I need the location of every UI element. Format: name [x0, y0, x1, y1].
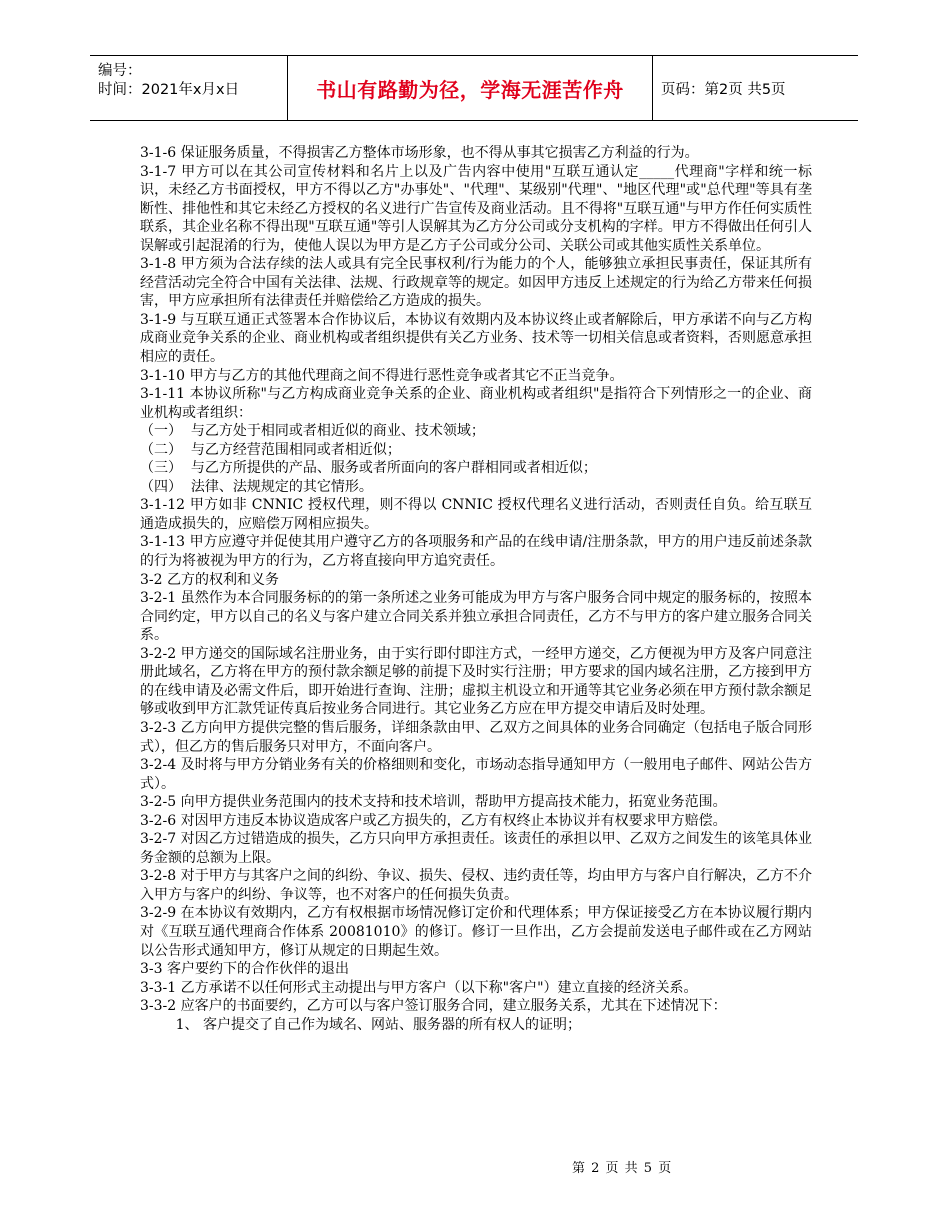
paragraph: 3-1-8 甲方须为合法存续的法人或具有完全民事权利/行为能力的个人，能够独立承担民事责任，保证其所有经营活动完全符合中国有关法律、法规、行政规章等的规定。如因甲方违反上述规定的行为给乙方带来任何损害，甲方应承担所有法律责任并赔偿给乙方造成的损失。: [140, 256, 812, 310]
paragraph: 3-2-6 对因甲方违反本协议造成客户或乙方损失的，乙方有权终止本协议并有权要求甲方赔偿。: [140, 812, 727, 829]
header-page-info: 页码：第2页 共5页: [661, 81, 786, 98]
paragraph: 3-2-8 对于甲方与其客户之间的纠纷、争议、损失、侵权、违约责任等，均由甲方与客户自行解决，乙方不介入甲方与客户的纠纷、争议等，也不对客户的任何损失负责。: [140, 868, 812, 903]
list-item: （一） 与乙方处于相同或者相近似的商业、技术领域；: [140, 423, 485, 440]
paragraph: 3-2-5 向甲方提供业务范围内的技术支持和技术培训，帮助甲方提高技术能力，拓宽业务范围。: [140, 794, 727, 811]
section-heading: 3-3 客户要约下的合作伙伴的退出: [140, 961, 349, 978]
page-footer: 第 2 页 共 5 页: [572, 1161, 672, 1176]
list-item: （四） 法律、法规规定的其它情形。: [140, 478, 373, 495]
paragraph: 3-1-7 甲方可以在其公司宣传材料和名片上以及广告内容中使用"互联互通认定_____代理商"字样和统一标识，未经乙方书面授权，甲方不得以乙方"办事处"、"代理"、某级别"代理"、"地区代理"或"总代理"等具有垄断性、排他性和其它未经乙方授权的名义进行广告宣传及商业活动。且不得将"互联互通"与甲方作任何实质性联系，其企业名称不得出现"互联互通"等引人误解其为乙方分公司或分支机构的字样。甲方不得做出任何引人误解或引起混淆的行为，使他人误以为甲方是乙方子公司或分公司、关联公司或其他实质性关系单位。: [140, 163, 812, 254]
header-meta: [90, 56, 287, 120]
list-item: （二） 与乙方经营范围相同或者相近似；: [140, 441, 401, 458]
paragraph: 3-1-12 甲方如非 CNNIC 授权代理，则不得以 CNNIC 授权代理名义进行活动，否则责任自负。给互联互通造成损失的，应赔偿万网相应损失。: [140, 497, 812, 532]
serial-number-label: 编号：: [98, 63, 142, 79]
page-header: [90, 55, 858, 121]
paragraph: 3-1-13 甲方应遵守并促使其用户遵守乙方的各项服务和产品的在线申请/注册条款，甲方的用户违反前述条款的行为将被视为甲方的行为，乙方将直接向甲方追究责任。: [140, 534, 812, 570]
paragraph: 3-2-7 对因乙方过错造成的损失，乙方只向甲方承担责任。该责任的承担以甲、乙双方之间发生的该笔具体业务金额的总额为上限。: [140, 831, 812, 866]
section-heading: 3-2 乙方的权利和义务: [140, 571, 279, 588]
list-item: 1、 客户提交了自己作为域名、网站、服务器的所有权人的证明；: [140, 1016, 581, 1033]
header-motto: 书山有路勤为径，学海无涯苦作舟: [287, 56, 653, 120]
date-label: 时间：2021年x月x日: [98, 82, 240, 98]
paragraph: 3-1-11 本协议所称"与乙方构成商业竞争关系的企业、商业机构或者组织"是指符合下列情形之一的企业、商业机构或者组织：: [140, 386, 812, 421]
paragraph: 3-2-3 乙方向甲方提供完整的售后服务，详细条款由甲、乙双方之间具体的业务合同确定（包括电子版合同形式），但乙方的售后服务只对甲方，不面向客户。: [140, 719, 812, 755]
paragraph: 3-3-1 乙方承诺不以任何形式主动提出与甲方客户（以下称"客户"）建立直接的经济关系。: [140, 979, 698, 996]
paragraph: 3-1-10 甲方与乙方的其他代理商之间不得进行恶性竞争或者其它不正当竞争。: [140, 367, 624, 384]
document-body: [140, 144, 812, 1034]
paragraph: 3-1-6 保证服务质量，不得损害乙方整体市场形象，也不得从事其它损害乙方利益的行为。: [140, 145, 699, 161]
paragraph: 3-1-9 与互联互通正式签署本合作协议后，本协议有效期内及本协议终止或者解除后，甲方承诺不向与乙方构成商业竞争关系的企业、商业机构或者组织提供有关乙方业务、技术等一切相关信息或者资料，否则愿意承担相应的责任。: [140, 311, 812, 366]
list-item: （三） 与乙方所提供的产品、服务或者所面向的客户群相同或者相近似；: [140, 460, 597, 477]
paragraph: 3-3-2 应客户的书面要约，乙方可以与客户签订服务合同，建立服务关系，尤其在下述情况下：: [140, 998, 727, 1015]
paragraph: 3-2-2 甲方递交的国际域名注册业务，由于实行即付即注方式，一经甲方递交，乙方便视为甲方及客户同意注册此域名，乙方将在甲方的预付款余额足够的前提下及时实行注册；甲方要求的国内域名注册，乙方接到甲方的在线申请及必需文件后，即开始进行查询、注册；虚拟主机设立和开通等其它业务必须在甲方预付款余额足够或收到甲方汇款凭证传真后按业务合同进行。其它业务乙方应在甲方提交申请后及时处理。: [140, 645, 812, 718]
paragraph: 3-2-1 虽然作为本合同服务标的的第一条所述之业务可能成为甲方与客户服务合同中规定的服务标的，按照本合同约定，甲方以自己的名义与客户建立合同关系并独立承担合同责任，乙方不与甲方的客户建立服务合同关系。: [140, 590, 812, 644]
paragraph: 3-2-4 及时将与甲方分销业务有关的价格细则和变化，市场动态指导通知甲方（一般用电子邮件、网站公告方式）。: [140, 757, 812, 792]
paragraph: 3-2-9 在本协议有效期内，乙方有权根据市场情况修订定价和代理体系；甲方保证接受乙方在本协议履行期内对《互联互通代理商合作体系 20081010》的修订。修订一旦作出，乙方会提前发送电子邮件或在乙方网站以公告形式通知甲方，修订从规定的日期起生效。: [140, 905, 812, 959]
